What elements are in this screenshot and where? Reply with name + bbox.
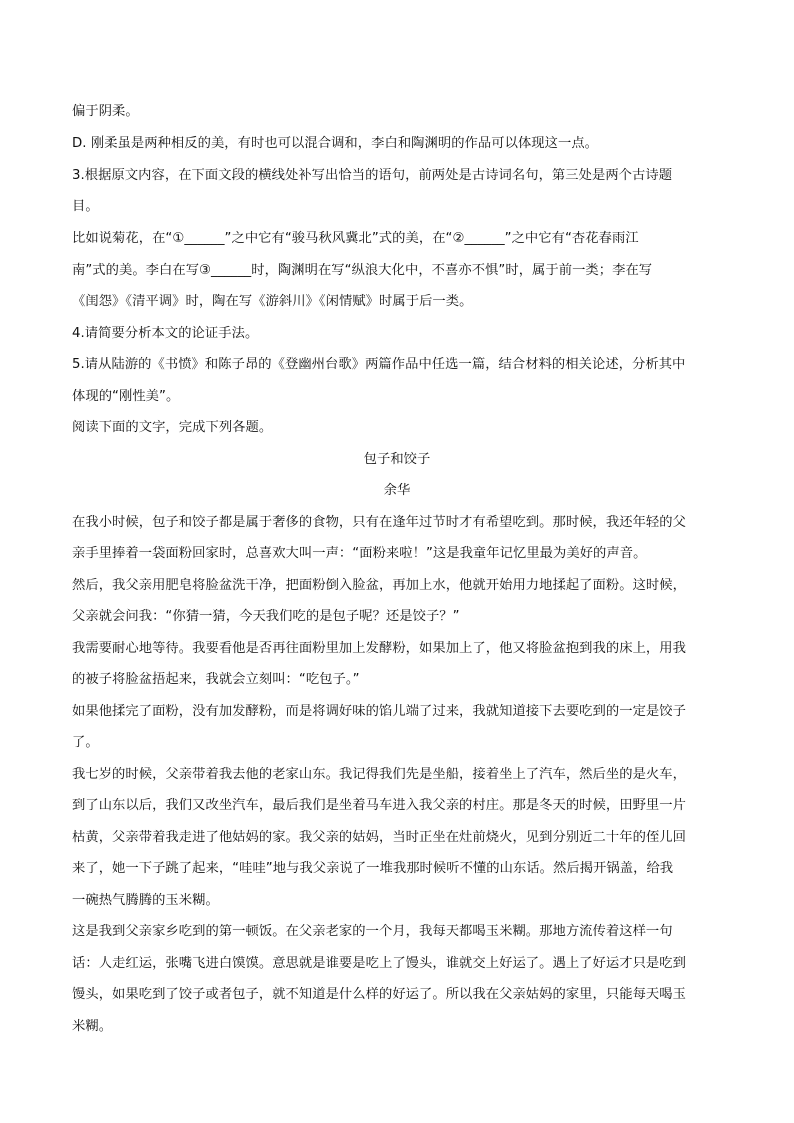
text-line: 米糊。 (72, 1019, 113, 1034)
text-line: 了。 (72, 735, 99, 750)
text-line: 父亲就会问我：“你猜一猜，今天我们吃的是包子呢？还是饺子？” (72, 609, 460, 624)
option-d: D. 刚柔虽是两种相反的美，有时也可以混合调和，李白和陶渊明的作品可以体现这一点。 (72, 136, 599, 151)
question-4: 4.请简要分析本文的论证手法。 (72, 326, 259, 341)
text-line: 话：人走红运，张嘴飞进白馍馍。意思就是谁要是吃上了馒头，谁就交上好运了。遇上了好运才只是吃到 (72, 956, 686, 971)
text-line: 《闺怨》《清平调》时，陶在写《游斜川》《闲情赋》时属于后一类。 (72, 294, 473, 309)
text-line: 体现的“刚性美”。 (72, 389, 180, 404)
text-line: 如果他揉完了面粉，没有加发酵粉，而是将调好味的馅儿端了过来，我就知道接下去要吃到的一定是饺子 (72, 704, 686, 719)
question-3: 3.根据原文内容，在下面文段的横线处补写出恰当的语句，前两处是古诗词名句，第三处是两个古诗题 (72, 168, 673, 183)
text-line: 枯黄，父亲带着我走进了他姑妈的家。我父亲的姑妈，当时正坐在灶前烧火，见到分别近二十年的侄儿回 (72, 830, 686, 845)
text-line: 南”式的美。李白在写③______时，陶渊明在写“纵浪大化中，不喜亦不惧”时，属于前一类；李在写 (72, 263, 653, 278)
text-line: 偏于阴柔。 (72, 104, 139, 119)
text-line: 比如说菊花，在“①______”之中它有“骏马秋风冀北”式的美，在“②______”之中它有“杏花春雨江 (72, 231, 639, 246)
text-line: 来了，她一下子跳了起来，“哇哇”地与我父亲说了一堆我那时候听不懂的山东话。然后揭开锅盖，给我 (72, 861, 674, 876)
text-line: 这是我到父亲家乡吃到的第一顿饭。在父亲老家的一个月，我每天都喝玉米糊。那地方流传着这样一句 (72, 924, 673, 939)
reading-instruction: 阅读下面的文字，完成下列各题。 (72, 420, 273, 435)
text-line: 我需要耐心地等待。我要看他是否再往面粉里加上发酵粉，如果加上了，他又将脸盆抱到我的床上，用我 (72, 641, 686, 656)
text-line: 一碗热气腾腾的玉米糊。 (72, 893, 219, 908)
text-line: 到了山东以后，我们又改坐汽车，最后我们是坐着马车进入我父亲的村庄。那是冬天的时候，田野里一片 (72, 798, 686, 813)
text-line: 然后，我父亲用肥皂将脸盆洗干净，把面粉倒入脸盆，再加上水，他就开始用力地揉起了面粉。这时候， (72, 578, 686, 593)
article-author: 余华 (383, 483, 411, 498)
article-title: 包子和饺子 (363, 452, 431, 467)
text-line: 的被子将脸盆捂起来，我就会立刻叫：“吃包子。” (72, 672, 360, 687)
text-line: 目。 (72, 199, 99, 214)
text-line: 馒头，如果吃到了饺子或者包子，就不知道是什么样的好运了。所以我在父亲姑妈的家里，只能每天喝玉 (72, 987, 686, 1002)
text-line: 亲手里捧着一袋面粉回家时，总喜欢大叫一声：“面粉来啦！”这是我童年记忆里最为美好的声音。 (72, 546, 647, 561)
text-line: 在我小时候，包子和饺子都是属于奢侈的食物，只有在逢年过节时才有希望吃到。那时候，我还年轻的父 (72, 515, 686, 530)
text-line: 我七岁的时候，父亲带着我去他的老家山东。我记得我们先是坐船，接着坐上了汽车，然后坐的是火车， (72, 767, 686, 782)
question-5: 5.请从陆游的《书愤》和陈子昂的《登幽州台歌》两篇作品中任选一篇，结合材料的相关论述，分析其中 (72, 357, 686, 372)
